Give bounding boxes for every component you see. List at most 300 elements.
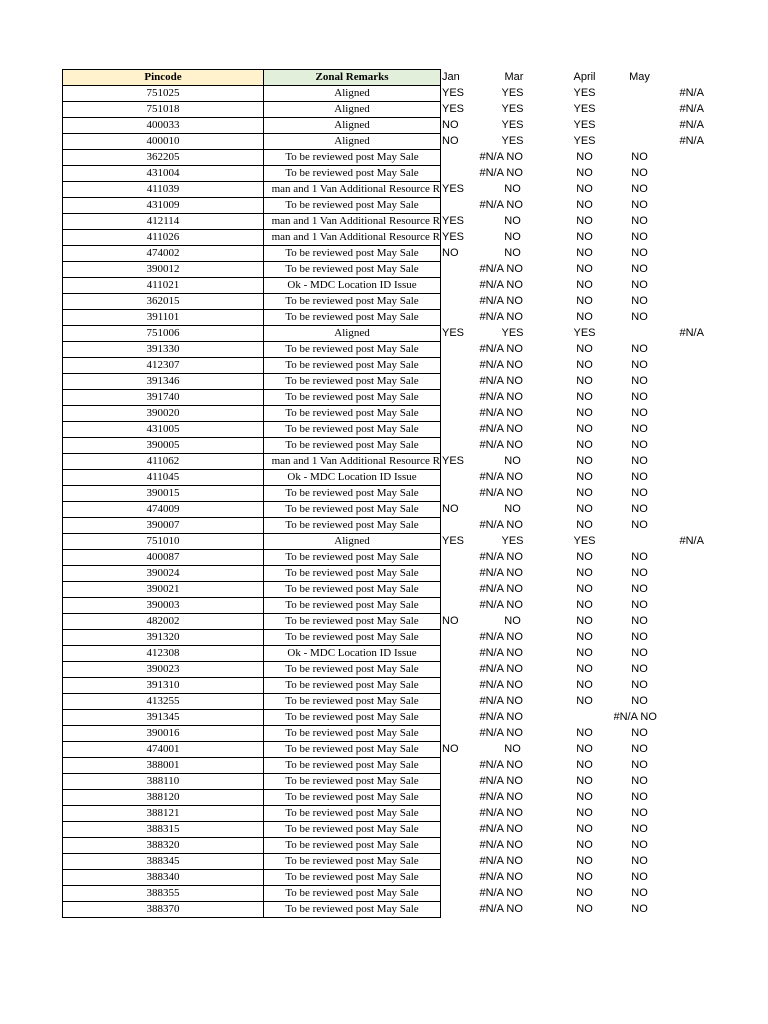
pincode-cell[interactable]: 390024 <box>63 566 264 582</box>
pincode-cell[interactable]: 411039 <box>63 182 264 198</box>
mar-cell[interactable] <box>473 566 556 582</box>
may-cell[interactable] <box>614 214 666 230</box>
april-cell[interactable] <box>556 102 614 118</box>
pincode-cell[interactable]: 390021 <box>63 582 264 598</box>
extra-cell[interactable] <box>666 118 716 134</box>
mar-cell[interactable] <box>473 86 556 102</box>
extra-cell[interactable] <box>666 422 716 438</box>
mar-cell[interactable] <box>473 278 556 294</box>
mar-cell[interactable] <box>473 838 556 854</box>
extra-cell[interactable] <box>666 294 716 310</box>
mar-cell[interactable] <box>473 598 556 614</box>
may-cell[interactable] <box>614 150 666 166</box>
mar-cell[interactable] <box>473 326 556 342</box>
may-cell[interactable] <box>614 86 666 102</box>
zonal-remark-cell[interactable]: To be reviewed post May Sale <box>264 742 441 758</box>
extra-cell[interactable] <box>666 790 716 806</box>
jan-cell[interactable] <box>441 790 473 806</box>
april-cell[interactable] <box>556 198 614 214</box>
zonal-remark-cell[interactable]: To be reviewed post May Sale <box>264 774 441 790</box>
mar-cell[interactable] <box>473 726 556 742</box>
pincode-cell[interactable]: 751010 <box>63 534 264 550</box>
jan-cell[interactable] <box>441 422 473 438</box>
april-cell[interactable] <box>556 118 614 134</box>
extra-cell[interactable] <box>666 518 716 534</box>
april-cell[interactable] <box>556 86 614 102</box>
pincode-cell[interactable]: 388315 <box>63 822 264 838</box>
jan-cell[interactable] <box>441 598 473 614</box>
may-cell[interactable] <box>614 902 666 918</box>
may-cell[interactable] <box>614 566 666 582</box>
may-cell[interactable] <box>614 886 666 902</box>
pincode-cell[interactable]: 391101 <box>63 310 264 326</box>
may-cell[interactable] <box>614 710 666 726</box>
may-cell[interactable] <box>614 662 666 678</box>
pincode-cell[interactable]: 388355 <box>63 886 264 902</box>
pincode-cell[interactable]: 412114 <box>63 214 264 230</box>
zonal-remark-cell[interactable]: To be reviewed post May Sale <box>264 902 441 918</box>
may-cell[interactable] <box>614 870 666 886</box>
zonal-remark-cell[interactable]: Ok - MDC Location ID Issue <box>264 646 441 662</box>
pincode-cell[interactable]: 391330 <box>63 342 264 358</box>
may-cell[interactable] <box>614 118 666 134</box>
pincode-cell[interactable]: 388370 <box>63 902 264 918</box>
jan-cell[interactable]: NO <box>442 247 459 259</box>
jan-cell[interactable] <box>441 838 473 854</box>
pincode-cell[interactable]: 411026 <box>63 230 264 246</box>
april-cell[interactable] <box>556 870 614 886</box>
header-april[interactable]: April <box>573 71 596 83</box>
pincode-cell[interactable]: 400033 <box>63 118 264 134</box>
jan-cell[interactable] <box>441 806 473 822</box>
may-cell[interactable] <box>614 246 666 262</box>
april-cell[interactable] <box>556 646 614 662</box>
jan-cell[interactable] <box>441 150 473 166</box>
extra-cell[interactable] <box>666 502 716 518</box>
mar-cell[interactable] <box>473 310 556 326</box>
may-cell[interactable] <box>614 102 666 118</box>
extra-cell[interactable] <box>666 150 716 166</box>
mar-cell[interactable] <box>473 550 556 566</box>
jan-cell[interactable]: YES <box>442 455 465 467</box>
header-mar[interactable]: Mar <box>504 71 524 83</box>
mar-cell[interactable] <box>473 150 556 166</box>
april-cell[interactable] <box>556 278 614 294</box>
zonal-remark-cell[interactable]: To be reviewed post May Sale <box>264 838 441 854</box>
mar-cell[interactable] <box>473 534 556 550</box>
header-jan[interactable]: Jan <box>442 71 460 83</box>
extra-cell[interactable] <box>666 454 716 470</box>
extra-cell[interactable] <box>666 534 716 550</box>
april-cell[interactable] <box>556 774 614 790</box>
jan-cell[interactable] <box>441 358 473 374</box>
mar-cell[interactable] <box>473 902 556 918</box>
extra-cell[interactable] <box>666 262 716 278</box>
pincode-cell[interactable]: 390003 <box>63 598 264 614</box>
may-cell[interactable] <box>614 854 666 870</box>
zonal-remark-cell[interactable]: Ok - MDC Location ID Issue <box>264 470 441 486</box>
mar-cell[interactable] <box>473 486 556 502</box>
mar-cell[interactable] <box>473 646 556 662</box>
zonal-remark-cell[interactable]: To be reviewed post May Sale <box>264 710 441 726</box>
mar-cell[interactable] <box>473 774 556 790</box>
may-cell[interactable] <box>614 198 666 214</box>
zonal-remark-cell[interactable]: To be reviewed post May Sale <box>264 358 441 374</box>
zonal-remark-cell[interactable]: To be reviewed post May Sale <box>264 294 441 310</box>
pincode-cell[interactable]: 388320 <box>63 838 264 854</box>
mar-cell[interactable] <box>473 502 556 518</box>
extra-cell[interactable] <box>666 694 716 710</box>
extra-cell[interactable] <box>666 166 716 182</box>
mar-cell[interactable] <box>473 870 556 886</box>
may-cell[interactable] <box>614 486 666 502</box>
zonal-remark-cell[interactable]: To be reviewed post May Sale <box>264 310 441 326</box>
may-cell[interactable] <box>614 694 666 710</box>
zonal-remark-cell[interactable]: man and 1 Van Additional Resource R <box>264 230 441 246</box>
jan-cell[interactable] <box>441 662 473 678</box>
pincode-cell[interactable]: 390007 <box>63 518 264 534</box>
may-cell[interactable] <box>614 790 666 806</box>
extra-cell[interactable] <box>666 486 716 502</box>
mar-cell[interactable] <box>473 246 556 262</box>
mar-cell[interactable] <box>473 806 556 822</box>
extra-cell[interactable] <box>666 406 716 422</box>
zonal-remark-cell[interactable]: Ok - MDC Location ID Issue <box>264 278 441 294</box>
extra-cell[interactable] <box>666 662 716 678</box>
jan-cell[interactable] <box>441 566 473 582</box>
jan-cell[interactable] <box>441 262 473 278</box>
jan-cell[interactable] <box>441 470 473 486</box>
mar-cell[interactable] <box>473 198 556 214</box>
extra-cell[interactable] <box>666 870 716 886</box>
april-cell[interactable] <box>556 534 614 550</box>
may-cell[interactable] <box>614 278 666 294</box>
zonal-remark-cell[interactable]: man and 1 Van Additional Resource R <box>264 454 441 470</box>
mar-cell[interactable] <box>473 118 556 134</box>
may-cell[interactable] <box>614 374 666 390</box>
pincode-cell[interactable]: 362205 <box>63 150 264 166</box>
pincode-cell[interactable]: 390005 <box>63 438 264 454</box>
pincode-cell[interactable]: 751006 <box>63 326 264 342</box>
april-cell[interactable] <box>556 406 614 422</box>
zonal-remark-cell[interactable]: To be reviewed post May Sale <box>264 598 441 614</box>
jan-cell[interactable] <box>441 710 473 726</box>
mar-cell[interactable] <box>473 342 556 358</box>
jan-cell[interactable] <box>441 822 473 838</box>
may-cell[interactable] <box>614 774 666 790</box>
mar-cell[interactable] <box>473 710 556 726</box>
zonal-remark-cell[interactable]: To be reviewed post May Sale <box>264 806 441 822</box>
mar-cell[interactable] <box>473 582 556 598</box>
mar-cell[interactable] <box>473 390 556 406</box>
jan-cell[interactable] <box>441 678 473 694</box>
mar-cell[interactable] <box>473 518 556 534</box>
jan-cell[interactable] <box>441 758 473 774</box>
april-cell[interactable] <box>556 326 614 342</box>
april-cell[interactable] <box>556 390 614 406</box>
extra-cell[interactable] <box>666 886 716 902</box>
april-cell[interactable] <box>556 742 614 758</box>
extra-cell[interactable] <box>666 438 716 454</box>
jan-cell[interactable] <box>441 902 473 918</box>
mar-cell[interactable] <box>473 678 556 694</box>
extra-cell[interactable] <box>666 566 716 582</box>
jan-cell[interactable] <box>441 694 473 710</box>
extra-cell[interactable] <box>666 198 716 214</box>
zonal-remark-cell[interactable]: To be reviewed post May Sale <box>264 854 441 870</box>
may-cell[interactable] <box>614 742 666 758</box>
april-cell[interactable] <box>556 438 614 454</box>
mar-cell[interactable] <box>473 758 556 774</box>
mar-cell[interactable] <box>473 102 556 118</box>
pincode-cell[interactable]: 474001 <box>63 742 264 758</box>
zonal-remark-cell[interactable]: To be reviewed post May Sale <box>264 614 441 630</box>
may-cell[interactable] <box>614 326 666 342</box>
mar-cell[interactable] <box>473 854 556 870</box>
mar-cell[interactable] <box>473 230 556 246</box>
jan-cell[interactable]: YES <box>442 87 465 99</box>
jan-cell[interactable] <box>441 726 473 742</box>
april-cell[interactable] <box>556 790 614 806</box>
may-cell[interactable] <box>614 534 666 550</box>
zonal-remark-cell[interactable]: To be reviewed post May Sale <box>264 630 441 646</box>
jan-cell[interactable]: YES <box>442 327 465 339</box>
jan-cell[interactable]: NO <box>442 743 459 755</box>
header-zonal-remarks[interactable]: Zonal Remarks <box>264 70 441 86</box>
zonal-remark-cell[interactable]: To be reviewed post May Sale <box>264 662 441 678</box>
extra-cell[interactable] <box>666 86 716 102</box>
mar-cell[interactable] <box>473 614 556 630</box>
extra-cell[interactable] <box>666 854 716 870</box>
jan-cell[interactable] <box>441 582 473 598</box>
may-cell[interactable] <box>614 406 666 422</box>
extra-cell[interactable] <box>666 726 716 742</box>
pincode-cell[interactable]: 431004 <box>63 166 264 182</box>
pincode-cell[interactable]: 388340 <box>63 870 264 886</box>
pincode-cell[interactable]: 388345 <box>63 854 264 870</box>
pincode-cell[interactable]: 474002 <box>63 246 264 262</box>
jan-cell[interactable] <box>441 294 473 310</box>
april-cell[interactable] <box>556 566 614 582</box>
may-cell[interactable] <box>614 342 666 358</box>
extra-cell[interactable] <box>666 214 716 230</box>
extra-cell[interactable] <box>666 102 716 118</box>
may-cell[interactable] <box>614 438 666 454</box>
mar-cell[interactable] <box>473 630 556 646</box>
zonal-remark-cell[interactable]: To be reviewed post May Sale <box>264 550 441 566</box>
april-cell[interactable] <box>556 758 614 774</box>
mar-cell[interactable] <box>473 822 556 838</box>
zonal-remark-cell[interactable]: To be reviewed post May Sale <box>264 406 441 422</box>
zonal-remark-cell[interactable]: To be reviewed post May Sale <box>264 726 441 742</box>
zonal-remark-cell[interactable]: Aligned <box>264 134 441 150</box>
may-cell[interactable] <box>614 518 666 534</box>
zonal-remark-cell[interactable]: Aligned <box>264 118 441 134</box>
may-cell[interactable] <box>614 806 666 822</box>
pincode-cell[interactable]: 482002 <box>63 614 264 630</box>
april-cell[interactable] <box>556 726 614 742</box>
extra-cell[interactable] <box>666 598 716 614</box>
zonal-remark-cell[interactable]: To be reviewed post May Sale <box>264 694 441 710</box>
pincode-cell[interactable]: 411062 <box>63 454 264 470</box>
mar-cell[interactable] <box>473 454 556 470</box>
extra-cell[interactable] <box>666 374 716 390</box>
april-cell[interactable] <box>556 678 614 694</box>
zonal-remark-cell[interactable]: Aligned <box>264 86 441 102</box>
may-cell[interactable] <box>614 822 666 838</box>
extra-cell[interactable] <box>666 182 716 198</box>
jan-cell[interactable] <box>441 646 473 662</box>
mar-cell[interactable] <box>473 134 556 150</box>
mar-cell[interactable] <box>473 694 556 710</box>
pincode-cell[interactable]: 388121 <box>63 806 264 822</box>
jan-cell[interactable] <box>441 870 473 886</box>
extra-cell[interactable] <box>666 838 716 854</box>
extra-cell[interactable] <box>666 902 716 918</box>
pincode-cell[interactable]: 390023 <box>63 662 264 678</box>
april-cell[interactable] <box>556 310 614 326</box>
april-cell[interactable] <box>556 518 614 534</box>
zonal-remark-cell[interactable]: To be reviewed post May Sale <box>264 822 441 838</box>
pincode-cell[interactable]: 412307 <box>63 358 264 374</box>
april-cell[interactable] <box>556 598 614 614</box>
zonal-remark-cell[interactable]: To be reviewed post May Sale <box>264 518 441 534</box>
may-cell[interactable] <box>614 310 666 326</box>
jan-cell[interactable]: NO <box>442 615 459 627</box>
april-cell[interactable] <box>556 342 614 358</box>
extra-cell[interactable] <box>666 742 716 758</box>
may-cell[interactable] <box>614 726 666 742</box>
may-cell[interactable] <box>614 502 666 518</box>
april-cell[interactable] <box>556 470 614 486</box>
pincode-cell[interactable]: 390012 <box>63 262 264 278</box>
april-cell[interactable] <box>556 662 614 678</box>
april-cell[interactable] <box>556 294 614 310</box>
april-cell[interactable] <box>556 262 614 278</box>
april-cell[interactable] <box>556 502 614 518</box>
mar-cell[interactable] <box>473 470 556 486</box>
april-cell[interactable] <box>556 214 614 230</box>
mar-cell[interactable] <box>473 438 556 454</box>
may-cell[interactable] <box>614 630 666 646</box>
zonal-remark-cell[interactable]: To be reviewed post May Sale <box>264 582 441 598</box>
pincode-cell[interactable]: 412308 <box>63 646 264 662</box>
pincode-cell[interactable]: 431005 <box>63 422 264 438</box>
april-cell[interactable] <box>556 486 614 502</box>
zonal-remark-cell[interactable]: To be reviewed post May Sale <box>264 374 441 390</box>
may-cell[interactable] <box>614 678 666 694</box>
april-cell[interactable] <box>556 822 614 838</box>
jan-cell[interactable] <box>441 630 473 646</box>
may-cell[interactable] <box>614 134 666 150</box>
may-cell[interactable] <box>614 422 666 438</box>
zonal-remark-cell[interactable]: To be reviewed post May Sale <box>264 678 441 694</box>
april-cell[interactable] <box>556 422 614 438</box>
zonal-remark-cell[interactable]: Aligned <box>264 102 441 118</box>
jan-cell[interactable]: YES <box>442 103 465 115</box>
april-cell[interactable] <box>556 150 614 166</box>
mar-cell[interactable] <box>473 358 556 374</box>
may-cell[interactable] <box>614 614 666 630</box>
april-cell[interactable] <box>556 694 614 710</box>
april-cell[interactable] <box>556 710 614 726</box>
zonal-remark-cell[interactable]: man and 1 Van Additional Resource R <box>264 182 441 198</box>
jan-cell[interactable] <box>441 374 473 390</box>
pincode-cell[interactable]: 390020 <box>63 406 264 422</box>
april-cell[interactable] <box>556 582 614 598</box>
april-cell[interactable] <box>556 358 614 374</box>
extra-cell[interactable] <box>666 822 716 838</box>
zonal-remark-cell[interactable]: To be reviewed post May Sale <box>264 790 441 806</box>
jan-cell[interactable] <box>441 550 473 566</box>
pincode-cell[interactable]: 474009 <box>63 502 264 518</box>
extra-cell[interactable] <box>666 310 716 326</box>
pincode-cell[interactable]: 390015 <box>63 486 264 502</box>
jan-cell[interactable] <box>441 438 473 454</box>
pincode-cell[interactable]: 400087 <box>63 550 264 566</box>
zonal-remark-cell[interactable]: To be reviewed post May Sale <box>264 262 441 278</box>
zonal-remark-cell[interactable]: To be reviewed post May Sale <box>264 886 441 902</box>
april-cell[interactable] <box>556 182 614 198</box>
mar-cell[interactable] <box>473 262 556 278</box>
jan-cell[interactable] <box>441 342 473 358</box>
april-cell[interactable] <box>556 134 614 150</box>
pincode-cell[interactable]: 390016 <box>63 726 264 742</box>
jan-cell[interactable]: YES <box>442 535 465 547</box>
jan-cell[interactable]: YES <box>442 215 465 227</box>
mar-cell[interactable] <box>473 374 556 390</box>
mar-cell[interactable] <box>473 742 556 758</box>
jan-cell[interactable]: YES <box>442 183 465 195</box>
mar-cell[interactable] <box>473 422 556 438</box>
jan-cell[interactable] <box>441 774 473 790</box>
header-pincode[interactable]: Pincode <box>63 70 264 86</box>
april-cell[interactable] <box>556 838 614 854</box>
may-cell[interactable] <box>614 358 666 374</box>
jan-cell[interactable]: YES <box>442 231 465 243</box>
zonal-remark-cell[interactable]: man and 1 Van Additional Resource R <box>264 214 441 230</box>
may-cell[interactable] <box>614 838 666 854</box>
pincode-cell[interactable]: 388001 <box>63 758 264 774</box>
extra-cell[interactable] <box>666 470 716 486</box>
april-cell[interactable] <box>556 614 614 630</box>
april-cell[interactable] <box>556 886 614 902</box>
jan-cell[interactable] <box>441 198 473 214</box>
may-cell[interactable] <box>614 758 666 774</box>
zonal-remark-cell[interactable]: To be reviewed post May Sale <box>264 870 441 886</box>
extra-cell[interactable] <box>666 806 716 822</box>
april-cell[interactable] <box>556 806 614 822</box>
april-cell[interactable] <box>556 854 614 870</box>
april-cell[interactable] <box>556 230 614 246</box>
jan-cell[interactable] <box>441 854 473 870</box>
zonal-remark-cell[interactable]: To be reviewed post May Sale <box>264 166 441 182</box>
jan-cell[interactable] <box>441 518 473 534</box>
extra-cell[interactable] <box>666 326 716 342</box>
pincode-cell[interactable]: 411021 <box>63 278 264 294</box>
pincode-cell[interactable]: 400010 <box>63 134 264 150</box>
extra-cell[interactable] <box>666 614 716 630</box>
pincode-cell[interactable]: 388110 <box>63 774 264 790</box>
extra-cell[interactable] <box>666 246 716 262</box>
extra-cell[interactable] <box>666 550 716 566</box>
extra-cell[interactable] <box>666 646 716 662</box>
zonal-remark-cell[interactable]: Aligned <box>264 326 441 342</box>
april-cell[interactable] <box>556 166 614 182</box>
may-cell[interactable] <box>614 646 666 662</box>
pincode-cell[interactable]: 362015 <box>63 294 264 310</box>
jan-cell[interactable] <box>441 166 473 182</box>
